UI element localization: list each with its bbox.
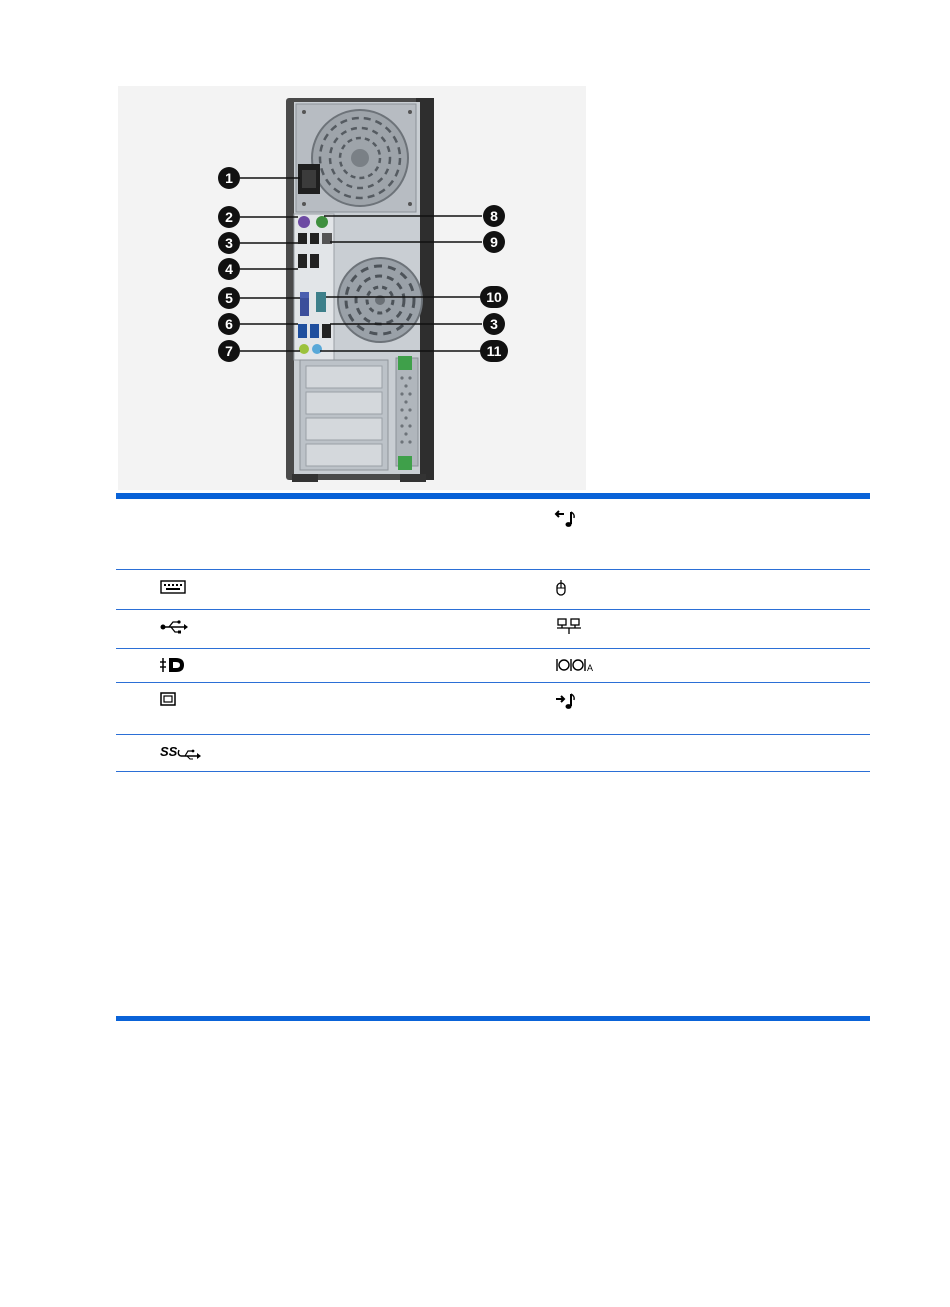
callout-badge — [218, 232, 240, 254]
svg-text:9: 9 — [490, 234, 498, 250]
callout-badge — [218, 206, 240, 228]
line-out-audio-icon — [554, 509, 578, 529]
ps2-mouse-port — [316, 216, 328, 228]
callout-badge — [483, 231, 505, 253]
callout-badge — [218, 340, 240, 362]
side-vent — [396, 356, 418, 470]
callout-badge — [480, 286, 508, 308]
svg-text:10: 10 — [486, 289, 502, 305]
svg-text:3: 3 — [490, 316, 498, 332]
usb-icon — [160, 620, 188, 634]
callout-badge — [480, 340, 508, 362]
usb-ports-2 — [298, 254, 307, 268]
power-cord-connector — [298, 164, 320, 194]
latch-green-bottom — [398, 456, 412, 470]
ps2-keyboard-port — [298, 216, 310, 228]
svg-text:SS: SS — [160, 744, 178, 759]
table-bottom-rule — [116, 1016, 870, 1021]
svg-text:4: 4 — [225, 261, 233, 277]
callout-badge — [218, 167, 240, 189]
case-fan — [338, 258, 422, 342]
displayport-icon — [160, 657, 186, 673]
table-row — [116, 683, 870, 735]
svg-text:6: 6 — [225, 316, 233, 332]
io-panel — [294, 214, 334, 360]
usb-superspeed-icon — [160, 744, 202, 760]
audio-line-in — [312, 344, 322, 354]
network-icon — [556, 618, 582, 636]
table-row — [116, 570, 870, 610]
table-note-area — [116, 772, 870, 1016]
callout-badge — [483, 313, 505, 335]
svg-text:7: 7 — [225, 343, 233, 359]
usb-ports-1 — [298, 233, 307, 244]
callout-badge — [218, 287, 240, 309]
vga-port — [300, 298, 309, 316]
line-in-audio-icon — [554, 691, 578, 711]
table-row — [116, 735, 870, 772]
table-row — [116, 499, 870, 570]
table-row — [116, 610, 870, 649]
callout-badge — [483, 205, 505, 227]
latch-green-top — [398, 356, 412, 370]
keyboard-icon — [160, 580, 186, 594]
svg-text:1: 1 — [225, 170, 233, 186]
serial-port — [316, 292, 326, 312]
usb3-ports — [298, 324, 307, 338]
svg-text:2: 2 — [225, 209, 233, 225]
vga-monitor-icon — [160, 692, 176, 706]
svg-text:3: 3 — [225, 235, 233, 251]
expansion-slots — [300, 360, 388, 470]
mouse-icon — [556, 580, 566, 596]
svg-text:11: 11 — [486, 343, 502, 359]
table-row — [116, 649, 870, 683]
callout-badge — [218, 313, 240, 335]
psu-fan-grille — [312, 110, 408, 206]
audio-line-out — [299, 344, 309, 354]
power-supply — [296, 104, 416, 212]
svg-text:8: 8 — [490, 208, 498, 224]
serial-port-icon — [556, 657, 598, 673]
callout-badge — [218, 258, 240, 280]
svg-text:5: 5 — [225, 290, 233, 306]
rear-panel-figure — [118, 86, 586, 490]
svg-text:A: A — [587, 663, 594, 673]
